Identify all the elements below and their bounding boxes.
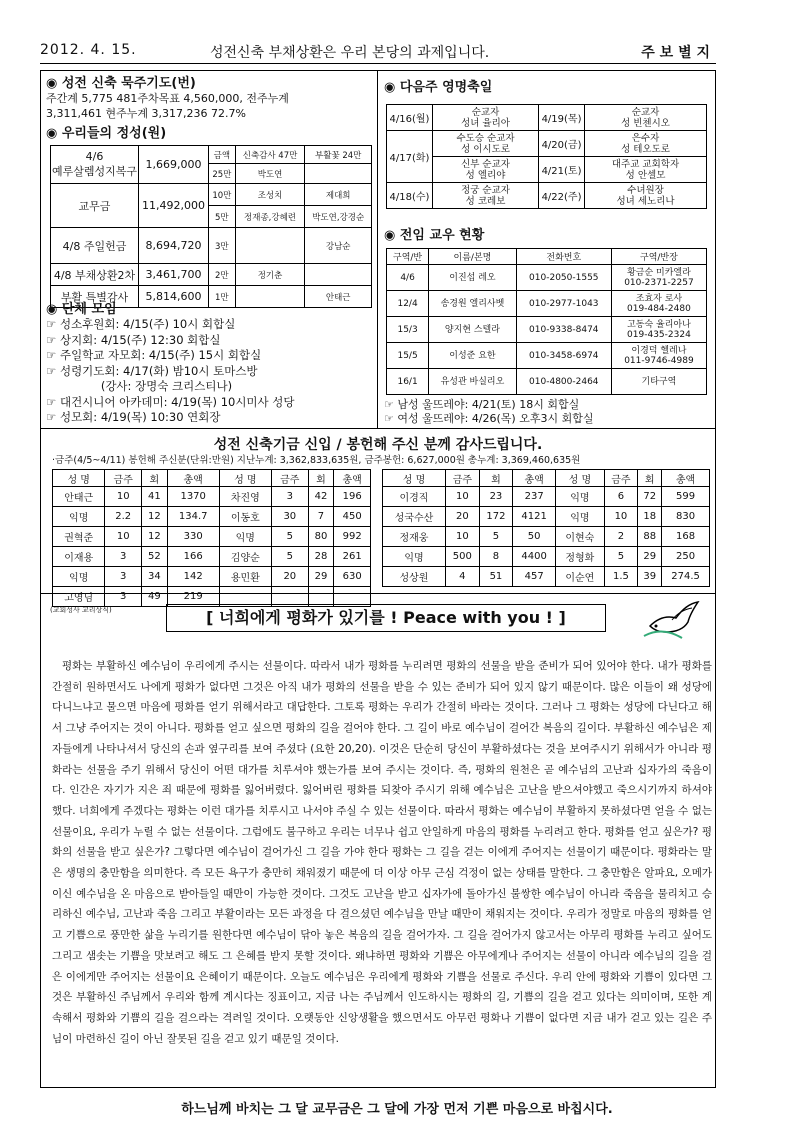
table-cell: 익명 — [53, 507, 105, 527]
table-row — [387, 265, 707, 291]
table-cell: 이재용 — [53, 547, 105, 567]
table-cell: 용민환 — [219, 567, 271, 587]
table-row — [387, 291, 707, 317]
table-cell: 274.5 — [662, 567, 710, 587]
table-cell: 12 — [141, 527, 167, 547]
table-cell: 4/8 주일헌금 — [51, 228, 139, 264]
offering-table — [50, 145, 372, 308]
table-cell: 고동숙 율리아나 019-435-2324 — [611, 317, 706, 343]
table-cell: 630 — [334, 567, 371, 587]
building-prayer-title: ◉ 성전 신축 묵주기도(번) — [46, 76, 196, 91]
table-cell: 정재종,강혜련 — [235, 206, 305, 228]
table-cell: 330 — [167, 527, 219, 547]
table-cell: 전화번호 — [516, 249, 611, 265]
ultreya-note: ☞ 여성 울뜨레야: 4/26(목) 오후3시 회합실 — [384, 412, 594, 425]
table-cell: 5 — [272, 547, 309, 567]
table-cell: 12/4 — [387, 291, 429, 317]
table-cell: 이경덕 헬레나 011-9746-4989 — [611, 343, 706, 369]
table-cell: 유성관 바실리오 — [429, 369, 517, 395]
table-cell: 142 — [167, 567, 219, 587]
table-cell: 이진섭 레오 — [429, 265, 517, 291]
table-cell: 49 — [141, 587, 167, 607]
table-cell: 52 — [141, 547, 167, 567]
fund-summary: ·금주(4/5~4/11) 봉헌해 주신분(단위:만원) 지난누계: 3,362,833,635원, 금주봉헌: 6,627,000원 총누계: 3,369,460,635원 — [52, 455, 581, 466]
table-cell: 고영님 — [53, 587, 105, 607]
table-cell: 4/16(월) — [387, 105, 433, 131]
table-cell: 010-4800-2464 — [516, 369, 611, 395]
table-cell: 박도연,강경순 — [305, 206, 372, 228]
table-cell: 4400 — [513, 547, 556, 567]
building-prayer-line: 주간계 5,775 481주차목표 4,560,000, 전주누계 — [46, 92, 289, 105]
table-row — [387, 131, 707, 157]
table-cell: 500 — [445, 547, 479, 567]
table-cell: 172 — [479, 507, 512, 527]
fund-table-right — [382, 469, 710, 587]
table-row — [387, 183, 707, 209]
table-cell: 16/1 — [387, 369, 429, 395]
section-divider — [40, 428, 716, 429]
table-cell: 15/5 — [387, 343, 429, 369]
table-cell: 88 — [638, 527, 662, 547]
table-cell: 29 — [638, 547, 662, 567]
table-cell: 4/21(토) — [539, 157, 585, 183]
table-cell: 10 — [105, 487, 142, 507]
table-cell: 8,694,720 — [139, 228, 209, 264]
table-row — [53, 487, 371, 507]
table-cell: 23 — [479, 487, 512, 507]
table-cell: 금주 — [604, 470, 638, 487]
table-cell: 18 — [638, 507, 662, 527]
table-row — [51, 264, 372, 286]
table-cell: 51 — [479, 567, 512, 587]
table-row — [387, 157, 707, 183]
table-cell: 성국수산 — [383, 507, 446, 527]
table-cell: 신축감사 47만 — [235, 146, 305, 164]
table-cell: 599 — [662, 487, 710, 507]
table-row — [53, 527, 371, 547]
table-cell: 총액 — [334, 470, 371, 487]
table-cell: 수도승 순교자 성 이시도로 — [433, 131, 539, 157]
table-cell: 강남순 — [305, 228, 372, 264]
table-row — [53, 507, 371, 527]
table-cell: 196 — [334, 487, 371, 507]
teachers-table — [386, 248, 707, 395]
brand-title: 주 보 별 지 — [641, 45, 710, 61]
table-cell: 정궁 순교자 성 코레보 — [433, 183, 539, 209]
table-cell: 28 — [308, 547, 334, 567]
table-cell: 4121 — [513, 507, 556, 527]
table-cell: 기타구역 — [611, 369, 706, 395]
table-cell: 010-2977-1043 — [516, 291, 611, 317]
table-cell: 010-3458-6974 — [516, 343, 611, 369]
table-cell: 총액 — [513, 470, 556, 487]
table-cell: 80 — [308, 527, 334, 547]
table-cell — [305, 264, 372, 286]
table-cell: 30 — [272, 507, 309, 527]
table-cell: 순교자 성 빈첸시오 — [585, 105, 707, 131]
ultreya-notes — [384, 398, 593, 426]
table-cell: 5 — [272, 527, 309, 547]
table-cell: 이동호 — [219, 507, 271, 527]
table-cell: 20 — [272, 567, 309, 587]
table-cell: 4/8 부채상환2차 — [51, 264, 139, 286]
table-cell: 29 — [308, 567, 334, 587]
table-cell: 4/20(금) — [539, 131, 585, 157]
table-cell: 250 — [662, 547, 710, 567]
table-cell: 금액 — [209, 146, 236, 164]
table-cell: 총액 — [167, 470, 219, 487]
table-cell: 237 — [513, 487, 556, 507]
table-cell: 72 — [638, 487, 662, 507]
table-cell: 1.5 — [604, 567, 638, 587]
footer-message: 하느님께 바치는 그 달 교무금은 그 달에 가장 먼저 기쁜 마음으로 바칩시다. — [181, 1102, 613, 1117]
table-cell: 회 — [479, 470, 512, 487]
table-cell: 7 — [308, 507, 334, 527]
table-row — [387, 369, 707, 395]
table-cell: 조성치 — [235, 184, 305, 206]
table-cell: 261 — [334, 547, 371, 567]
table-cell: 11,492,000 — [139, 184, 209, 228]
header-motto: 성전신축 부채상환은 우리 본당의 과제입니다. — [210, 45, 490, 61]
building-prayer-line: 3,311,461 현주누계 3,317,236 72.7% — [46, 107, 246, 120]
table-cell: 8 — [479, 547, 512, 567]
table-cell — [235, 228, 305, 264]
essay-tag: (교회성사 교리상식) — [50, 606, 112, 614]
table-row — [51, 184, 372, 206]
table-cell: 부활 특별감사 — [51, 286, 139, 308]
table-cell: 황금순 미카엘라 010-2371-2257 — [611, 265, 706, 291]
table-row — [383, 567, 710, 587]
table-cell: 134.7 — [167, 507, 219, 527]
table-cell: 익명 — [556, 507, 604, 527]
table-cell: 4/18(수) — [387, 183, 433, 209]
teachers-title: ◉ 전임 교우 현황 — [384, 228, 485, 243]
table-cell: 은수자 성 테오도로 — [585, 131, 707, 157]
table-cell: 3 — [105, 547, 142, 567]
table-row — [51, 146, 372, 164]
table-cell: 회 — [308, 470, 334, 487]
table-row — [53, 470, 371, 487]
table-cell: 성상원 — [383, 567, 446, 587]
table-cell: 김양순 — [219, 547, 271, 567]
table-cell: 4 — [445, 567, 479, 587]
table-cell: 830 — [662, 507, 710, 527]
table-cell: 금주 — [272, 470, 309, 487]
table-cell: 39 — [638, 567, 662, 587]
table-cell: 안태근 — [53, 487, 105, 507]
table-cell: 익명 — [556, 487, 604, 507]
table-cell: 3만 — [209, 228, 236, 264]
table-cell: 회 — [141, 470, 167, 487]
table-cell: 2 — [604, 527, 638, 547]
table-row — [387, 105, 707, 131]
table-cell: 4/6 — [387, 265, 429, 291]
table-cell: 회 — [638, 470, 662, 487]
table-cell: 금주 — [445, 470, 479, 487]
table-cell: 4/19(목) — [539, 105, 585, 131]
table-cell: 부활꽃 24만 — [305, 146, 372, 164]
table-row — [387, 343, 707, 369]
table-cell: 5,814,600 — [139, 286, 209, 308]
table-cell: 박도연 — [235, 164, 305, 184]
table-cell: 1만 — [209, 286, 236, 308]
table-cell — [305, 164, 372, 184]
table-cell: 1,669,000 — [139, 146, 209, 184]
table-cell: 조효자 로사 019-484-2480 — [611, 291, 706, 317]
table-cell: 성 명 — [556, 470, 604, 487]
table-cell: 성 명 — [219, 470, 271, 487]
table-cell: 5만 — [209, 206, 236, 228]
table-cell: 12 — [141, 507, 167, 527]
table-row — [383, 507, 710, 527]
table-cell: 10만 — [209, 184, 236, 206]
table-cell: 10 — [604, 507, 638, 527]
table-cell: 수녀원장 성녀 세노리나 — [585, 183, 707, 209]
table-cell: 10 — [105, 527, 142, 547]
table-cell: 166 — [167, 547, 219, 567]
table-cell: 송경원 엘리사벳 — [429, 291, 517, 317]
table-cell: 010-9338-8474 — [516, 317, 611, 343]
column-divider — [377, 70, 378, 428]
table-cell: 차진영 — [219, 487, 271, 507]
table-cell: 제대희 — [305, 184, 372, 206]
table-row — [387, 317, 707, 343]
table-cell: 성 명 — [53, 470, 105, 487]
table-cell: 6 — [604, 487, 638, 507]
table-cell: 3 — [105, 567, 142, 587]
table-cell: 15/3 — [387, 317, 429, 343]
groups-title: ◉ 단체 모임 — [46, 302, 117, 317]
table-cell: 1370 — [167, 487, 219, 507]
table-cell: 정재웅 — [383, 527, 446, 547]
table-cell: 25만 — [209, 164, 236, 184]
table-cell: 5 — [604, 547, 638, 567]
table-cell: 34 — [141, 567, 167, 587]
table-cell: 구역/반장 — [611, 249, 706, 265]
essay-title: [ 너희에게 평화가 있기를 ! Peace with you ! ] — [166, 604, 606, 632]
building-prayer-section — [46, 76, 374, 121]
table-cell: 이름/본명 — [429, 249, 517, 265]
issue-date: 2012. 4. 15. — [40, 42, 137, 58]
table-row — [53, 567, 371, 587]
table-row — [383, 487, 710, 507]
feast-table — [386, 104, 707, 209]
table-row — [383, 527, 710, 547]
table-cell: 50 — [513, 527, 556, 547]
table-cell: 성 명 — [383, 470, 446, 487]
table-row — [383, 547, 710, 567]
table-cell: 457 — [513, 567, 556, 587]
fund-title: 성전 신축기금 신입 / 봉헌해 주신 분께 감사드립니다. — [213, 437, 543, 453]
table-cell: 양지현 스텔라 — [429, 317, 517, 343]
table-cell: 3 — [105, 587, 142, 607]
table-cell: 10 — [445, 487, 479, 507]
table-cell: 익명 — [53, 567, 105, 587]
table-row — [51, 228, 372, 264]
table-cell: 이순연 — [556, 567, 604, 587]
table-cell: 정기춘 — [235, 264, 305, 286]
table-cell: 순교자 성녀 율리아 — [433, 105, 539, 131]
table-cell: 2.2 — [105, 507, 142, 527]
table-cell: 이경직 — [383, 487, 446, 507]
table-cell: 992 — [334, 527, 371, 547]
table-row — [387, 249, 707, 265]
table-cell: 4/17(화) — [387, 131, 433, 183]
offering-section — [46, 126, 374, 141]
table-cell: 신부 순교자 성 엘리야 — [433, 157, 539, 183]
table-cell: 4/22(주) — [539, 183, 585, 209]
table-cell: 42 — [308, 487, 334, 507]
table-cell: 450 — [334, 507, 371, 527]
feast-section — [384, 80, 714, 95]
table-cell: 3 — [272, 487, 309, 507]
essay-body: 평화는 부활하신 예수님이 우리에게 주시는 선물이다. 따라서 내가 평화를 누리려면 평화의 선물을 받을 준비가 되어 있어야 한다. 내가 평화를 간절히 원하면서도 나에게 평화가 없다면 그것은 아직 내가 평화의 선물을 받을 수 있는 준비가 되어 있지 않기 때문이다. 많은 이들이 왜 성당에 다니느냐고 물으면 마음에 평화를 얻기 위해서라고 대답한다. 그토록 평화는 우리가 간절히 바라는 것이다. 그러나 그 평화는 성당에 다닌다고 해서 그냥 주어지는 것이 아니다. 평화를 얻고 싶으면 평화의 길을 걸어야 한다. 그 길이 바로 예수님이 걸어간 복음의 길이다. 부활하신 예수님은 제자들에게 나타나셔서 당신의 손과 옆구리를 보여 주셨다 (요한 20,20). 이것은 단순히 당신이 부활하셨다는 것을 보여주시기 위해서가 아니라 평화라는 선물을 주기 위해서 당신이 어떤 대가를 치루셔야 했는가를 보여 주시는 것이다. 즉, 평화의 원천은 곧 예수님의 고난과 십자가의 죽음이다. 인간은 자기가 지은 죄 때문에 평화를 잃어버렸다. 잃어버린 평화를 되찾아 주시기 위해 예수님은 고난을 받으셔야했고 죽으시기까지 하셔야 했다. 너희에게 주겠다는 평화는 이런 대가를 치루시고 나서야 주실 수 있는 선물이다. 따라서 평화는 예수님이 부활하지 못하셨다면 얻을 수 없는 선물이요, 우리가 누릴 수 없는 선물이다. 그럼에도 불구하고 우리는 너무나 쉽고 안일하게 마음의 평화를 누리려고 한다. 평화를 얻고 싶은가? 평화의 선물을 받고 싶은가? 그렇다면 예수님이 걸어가신 그 길을 가야 한다 평화는 그 길을 걷는 이에게 주어지는 선물이기 때문이다. 평화라는 말은 생명의 충만함을 의미한다. 즉 모든 욕구가 충만히 채워졌기 때문에 더 이상 아무 근심 걱정이 없는 상태를 말한다. 그 충만함은 알파요, 오메가이신 예수님을 온 마음으로 받아들일 때만이 가능한 것이다. 그것도 고난을 받고 십자가에 돌아가신 불쌍한 예수님이 아니라 죽음을 물리치고 승리하신 예수님, 고난과 죽음 그리고 부활이라는 모든 과정을 다 걸으셨던 예수님을 만날 때만이 채워지는 것이다. 우리가 정말로 마음의 평화를 얻고 기쁨으로 풍만한 삶을 누리기를 원한다면 예수님이 닦아 놓은 복음의 길을 걸어가자. 그 길을 걸어가지 않고서는 아무리 평화를 누리고 싶어도 그리고 샘솟는 기쁨을 맛보려고 해도 그 은혜를 받지 못할 것이다. 왜냐하면 평화와 기쁨은 아무에게나 주어지는 선물이 아니라 예수님의 길을 걸은 이에게만 주어지는 선물이요 은혜이기 때문이다. 오늘도 예수님은 우리에게 평화와 기쁨을 선물로 주신다. 우리 안에 평화와 기쁨이 있다면 그것은 부활하신 주님께서 우리와 함께 계시다는 징표이고, 지금 나는 주님께서 인도하시는 평화의 길, 기쁨의 길을 걷고 있다는 의미이며, 또한 계속해서 평화와 기쁨의 길을 걸으라는 격려일 것이다. 오랫동안 신앙생활을 했으면서도 아무런 평화나 기쁨이 없다면 지금 내가 걷고 있는 길은 주님이 마련하신 길이 아닌 잘못된 길을 걷고 있기 때문일 것이다. — [52, 660, 712, 1045]
table-cell: 안태근 — [305, 286, 372, 308]
table-cell: 총액 — [662, 470, 710, 487]
page-header — [40, 42, 716, 64]
table-cell: 구역/반 — [387, 249, 429, 265]
table-cell: 정형화 — [556, 547, 604, 567]
feast-title: ◉ 다음주 영명축일 — [384, 80, 493, 95]
table-row — [53, 547, 371, 567]
table-cell: 교무금 — [51, 184, 139, 228]
teachers-section — [384, 228, 714, 243]
offering-title: ◉ 우리들의 정성(원) — [46, 126, 167, 141]
fund-table-left — [52, 469, 371, 607]
groups-list: ☞ 성소후원회: 4/15(주) 10시 회합실 ☞ 상지회: 4/15(주) 12:30 회합실 ☞ 주일학교 자모회: 4/15(주) 15시 회합실 ☞ 성령기도회: 4/17(화) 밤10시 토마스방 (강사: 장명숙 크리스티나) ☞ 대건시니어 아카데미: 4/19(목) 10시미사 성당 ☞ 성모회: 4/19(목) 10:30 연회장 — [46, 317, 295, 424]
table-cell: 익명 — [219, 527, 271, 547]
table-cell: 금주 — [105, 470, 142, 487]
table-cell: 4/6 예루살렘성지복구 — [51, 146, 139, 184]
table-cell: 20 — [445, 507, 479, 527]
table-cell: 5 — [479, 527, 512, 547]
table-cell: 대주교 교회학자 성 안셀모 — [585, 157, 707, 183]
table-cell: 익명 — [383, 547, 446, 567]
dove-icon — [642, 596, 702, 642]
table-cell: 41 — [141, 487, 167, 507]
table-row — [383, 470, 710, 487]
table-cell: 2만 — [209, 264, 236, 286]
table-cell: 이성준 요한 — [429, 343, 517, 369]
table-cell: 10 — [445, 527, 479, 547]
table-cell: 219 — [167, 587, 219, 607]
table-cell: 이현숙 — [556, 527, 604, 547]
groups-section — [46, 302, 374, 426]
table-cell: 권혁준 — [53, 527, 105, 547]
ultreya-note: ☞ 남성 울뜨레야: 4/21(토) 18시 회합실 — [384, 398, 580, 411]
table-cell: 010-2050-1555 — [516, 265, 611, 291]
table-cell: 3,461,700 — [139, 264, 209, 286]
table-cell: 168 — [662, 527, 710, 547]
